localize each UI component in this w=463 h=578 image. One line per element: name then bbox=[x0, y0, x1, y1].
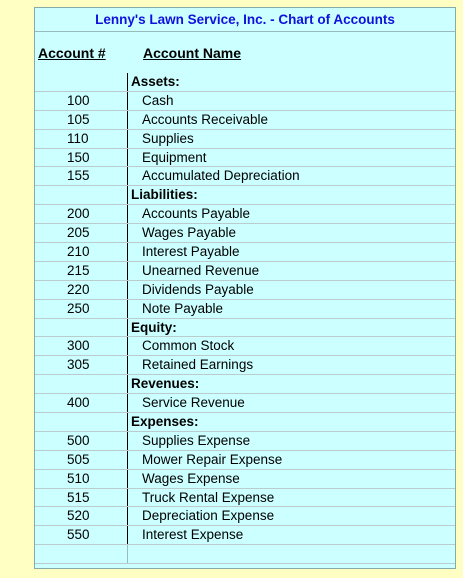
account-number-cell bbox=[35, 470, 127, 488]
account-name: Interest Expense bbox=[127, 526, 455, 544]
account-name bbox=[127, 545, 455, 563]
account-number-cell bbox=[35, 526, 127, 544]
account-name: Retained Earnings bbox=[127, 356, 455, 374]
table-row bbox=[35, 92, 455, 111]
accounts-table bbox=[35, 73, 455, 564]
account-number-cell bbox=[35, 451, 127, 469]
account-number-cell bbox=[35, 432, 127, 450]
account-number-cell bbox=[35, 186, 127, 204]
section-label: Expenses: bbox=[127, 413, 455, 431]
table-row bbox=[35, 394, 455, 413]
account-name: Cash bbox=[127, 92, 455, 110]
sheet-title: Lenny's Lawn Service, Inc. - Chart of Accounts bbox=[35, 8, 455, 32]
account-number-cell bbox=[35, 337, 127, 355]
account-number-cell bbox=[35, 507, 127, 525]
section-row bbox=[35, 186, 455, 205]
account-number-cell bbox=[35, 149, 127, 167]
account-number-cell bbox=[35, 167, 127, 185]
account-number-cell bbox=[35, 92, 127, 110]
account-name: Accounts Receivable bbox=[127, 111, 455, 129]
section-row bbox=[35, 413, 455, 432]
table-row bbox=[35, 111, 455, 130]
account-name-header: Account Name bbox=[143, 45, 242, 61]
account-number: 205 bbox=[67, 225, 90, 241]
account-name: Wages Expense bbox=[127, 470, 455, 488]
account-name: Depreciation Expense bbox=[127, 507, 455, 525]
table-row bbox=[35, 432, 455, 451]
account-number: 220 bbox=[67, 281, 90, 297]
account-name: Common Stock bbox=[127, 337, 455, 355]
table-row bbox=[35, 262, 455, 281]
account-number: 550 bbox=[67, 527, 90, 543]
account-name: Wages Payable bbox=[127, 224, 455, 242]
account-name: Mower Repair Expense bbox=[127, 451, 455, 469]
section-row bbox=[35, 319, 455, 338]
table-row bbox=[35, 451, 455, 470]
account-number-cell bbox=[35, 489, 127, 507]
account-number-cell bbox=[35, 300, 127, 318]
account-number: 520 bbox=[67, 508, 90, 524]
account-number-cell bbox=[35, 394, 127, 412]
account-number-cell bbox=[35, 130, 127, 148]
account-number-cell bbox=[35, 413, 127, 431]
section-row bbox=[35, 375, 455, 394]
table-row bbox=[35, 167, 455, 186]
account-name: Dividends Payable bbox=[127, 281, 455, 299]
account-number: 505 bbox=[67, 451, 90, 467]
account-number: 200 bbox=[67, 206, 90, 222]
account-number-cell bbox=[35, 356, 127, 374]
account-number-cell bbox=[35, 111, 127, 129]
account-number-cell bbox=[35, 281, 127, 299]
table-row bbox=[35, 300, 455, 319]
account-name: Accumulated Depreciation bbox=[127, 167, 455, 185]
blank-row bbox=[35, 545, 455, 564]
table-row bbox=[35, 507, 455, 526]
section-label: Equity: bbox=[127, 319, 455, 337]
account-number: 110 bbox=[67, 130, 89, 146]
table-row bbox=[35, 337, 455, 356]
section-label: Liabilities: bbox=[127, 186, 455, 204]
account-number: 105 bbox=[67, 111, 90, 127]
section-label: Revenues: bbox=[127, 375, 455, 393]
account-number-cell bbox=[35, 243, 127, 261]
account-name: Equipment bbox=[127, 149, 455, 167]
account-number: 210 bbox=[67, 244, 90, 260]
account-number-cell bbox=[35, 262, 127, 280]
section-row bbox=[35, 73, 455, 92]
account-number: 400 bbox=[67, 395, 90, 411]
account-number-cell bbox=[35, 375, 127, 393]
account-number-cell bbox=[35, 319, 127, 337]
account-number-cell bbox=[35, 73, 127, 91]
table-row bbox=[35, 224, 455, 243]
account-number: 500 bbox=[67, 432, 90, 448]
table-row bbox=[35, 489, 455, 508]
account-name: Unearned Revenue bbox=[127, 262, 455, 280]
chart-of-accounts-sheet bbox=[34, 7, 456, 569]
table-row bbox=[35, 470, 455, 489]
account-number: 250 bbox=[67, 300, 90, 316]
account-name: Supplies Expense bbox=[127, 432, 455, 450]
account-number: 300 bbox=[67, 338, 90, 354]
account-name: Supplies bbox=[127, 130, 455, 148]
account-number-cell bbox=[35, 224, 127, 242]
account-name: Service Revenue bbox=[127, 394, 455, 412]
table-row bbox=[35, 526, 455, 545]
account-name: Interest Payable bbox=[127, 243, 455, 261]
account-number: 100 bbox=[67, 92, 90, 108]
table-row bbox=[35, 205, 455, 224]
table-row bbox=[35, 243, 455, 262]
table-row bbox=[35, 149, 455, 168]
account-number-cell bbox=[35, 545, 127, 563]
account-number: 215 bbox=[67, 262, 90, 278]
account-number: 150 bbox=[67, 149, 90, 165]
account-name: Note Payable bbox=[127, 300, 455, 318]
account-number: 155 bbox=[67, 168, 90, 184]
section-label: Assets: bbox=[127, 73, 455, 91]
account-name: Truck Rental Expense bbox=[127, 489, 455, 507]
table-row bbox=[35, 281, 455, 300]
table-row bbox=[35, 130, 455, 149]
account-number: 510 bbox=[67, 470, 90, 486]
account-number: 515 bbox=[67, 489, 90, 505]
account-number: 305 bbox=[67, 357, 90, 373]
table-row bbox=[35, 356, 455, 375]
account-number-header: Account # bbox=[38, 45, 106, 61]
account-name: Accounts Payable bbox=[127, 205, 455, 223]
account-number-cell bbox=[35, 205, 127, 223]
